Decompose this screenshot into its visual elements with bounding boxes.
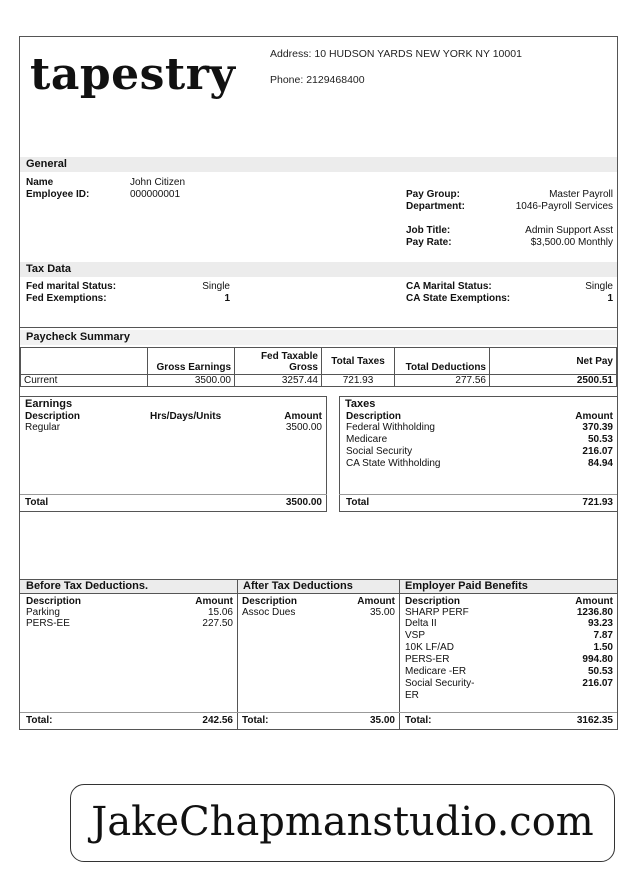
earnings-col-units: Hrs/Days/Units [150, 411, 222, 422]
job-title: Admin Support Asst [525, 225, 613, 236]
benefit-item-desc: PERS-ER [405, 654, 450, 665]
earnings-total: 3500.00 [285, 497, 322, 508]
summary-header: Gross Earnings [148, 348, 235, 375]
phone-value: 2129468400 [306, 74, 365, 86]
tax-item-amount: 216.07 [582, 446, 613, 457]
earnings-total-label: Total [25, 497, 49, 508]
phone-label: Phone: [270, 74, 304, 86]
tax-item-desc: Social Security [346, 446, 413, 457]
watermark-banner: JakeChapmanstudio.com [70, 784, 615, 862]
taxes-title: Taxes [345, 398, 376, 410]
after-tax-total: 35.00 [369, 715, 395, 726]
tax-item-desc: CA State Withholding [346, 458, 441, 469]
ca-exemptions: 1 [607, 293, 613, 304]
benefits-total-label: Total: [405, 715, 432, 726]
taxes-total: 721.93 [582, 497, 613, 508]
summary-header-row [21, 348, 617, 375]
fed-exemptions: 1 [224, 293, 230, 304]
earnings-col-desc: Description [25, 411, 81, 422]
ca-exemptions-label: CA State Exemptions: [406, 293, 511, 304]
pay-group: Master Payroll [549, 189, 613, 200]
before-tax-item-amount: 227.50 [202, 618, 233, 629]
pay-group-label: Pay Group: [406, 189, 460, 200]
summary-header: Fed Taxable Gross [235, 348, 322, 375]
summary-cell: 2500.51 [490, 375, 617, 387]
benefit-item-desc: SHARP PERF [405, 607, 469, 618]
summary-cell: 721.93 [322, 375, 395, 387]
summary-current-row [21, 375, 617, 387]
after-tax-total-label: Total: [242, 715, 269, 726]
taxes-total-label: Total [346, 497, 370, 508]
summary-header [21, 348, 148, 375]
ca-marital-label: CA Marital Status: [406, 281, 492, 292]
before-tax-total: 242.56 [202, 715, 233, 726]
tax-item-amount: 370.39 [582, 422, 613, 433]
summary-cell: Current [21, 375, 148, 387]
before-tax-item-amount: 15.06 [207, 607, 233, 618]
earnings-item-desc: Regular [25, 422, 61, 433]
earnings-title: Earnings [25, 398, 73, 410]
paycheck-summary-table [20, 347, 617, 387]
benefit-item-desc: Medicare -ER [405, 666, 467, 677]
summary-header: Net Pay [490, 348, 617, 375]
before-tax-title: Before Tax Deductions. [26, 580, 149, 592]
benefits-col-desc: Description [405, 596, 461, 607]
employer-benefits-title: Employer Paid Benefits [405, 580, 528, 592]
benefit-item-desc: VSP [405, 630, 426, 641]
summary-cell: 277.56 [395, 375, 490, 387]
taxes-col-desc: Description [346, 411, 402, 422]
after-tax-item-desc: Assoc Dues [242, 607, 296, 618]
address-label: Address: [270, 48, 312, 60]
section-tax-data-title: Tax Data [20, 262, 617, 277]
benefit-item-amount: 93.23 [587, 618, 613, 629]
benefit-item-amount: 7.87 [593, 630, 613, 641]
taxes-col-amount: Amount [575, 411, 613, 422]
address-value: 10 HUDSON YARDS NEW YORK NY 10001 [314, 48, 522, 60]
benefit-item-amount: 994.80 [582, 654, 613, 665]
before-tax-item-desc: Parking [26, 607, 60, 618]
benefit-item-desc: Delta II [405, 618, 437, 629]
after-tax-col-amount: Amount [357, 596, 395, 607]
job-title-label: Job Title: [406, 225, 451, 236]
before-tax-item-desc: PERS-EE [26, 618, 70, 629]
pay-rate: $3,500.00 Monthly [530, 237, 613, 248]
benefit-item-desc: Social Security- [405, 678, 475, 689]
fed-exemptions-label: Fed Exemptions: [26, 293, 107, 304]
summary-cell: 3257.44 [235, 375, 322, 387]
fed-marital-status: Single [202, 281, 230, 292]
summary-header: Total Taxes [322, 348, 395, 375]
tax-item-desc: Medicare [346, 434, 388, 445]
employee-id-label: Employee ID: [26, 189, 90, 200]
employee-name: John Citizen [130, 177, 186, 188]
summary-header: Total Deductions [395, 348, 490, 375]
benefit-item-desc: 10K LF/AD [405, 642, 454, 653]
earnings-item-amount: 3500.00 [285, 422, 322, 433]
tax-item-amount: 84.94 [587, 458, 613, 469]
benefit-item-desc: ER [405, 690, 419, 701]
summary-cell: 3500.00 [148, 375, 235, 387]
benefit-item-amount: 1.50 [593, 642, 613, 653]
department-label: Department: [406, 201, 465, 212]
earnings-col-amount: Amount [284, 411, 322, 422]
before-tax-total-label: Total: [26, 715, 53, 726]
employee-id: 000000001 [130, 189, 181, 200]
after-tax-title: After Tax Deductions [243, 580, 353, 592]
before-tax-col-amount: Amount [195, 596, 233, 607]
section-general-title: General [20, 157, 617, 172]
company-phone [270, 74, 365, 86]
company-address [270, 48, 522, 60]
pay-stub [19, 36, 618, 730]
benefits-total: 3162.35 [576, 715, 613, 726]
benefits-col-amount: Amount [575, 596, 613, 607]
after-tax-item-amount: 35.00 [369, 607, 395, 618]
department: 1046-Payroll Services [515, 201, 613, 212]
name-label: Name [26, 177, 54, 188]
tax-item-desc: Federal Withholding [346, 422, 435, 433]
ca-marital-status: Single [585, 281, 613, 292]
benefit-item-amount: 216.07 [582, 678, 613, 689]
pay-rate-label: Pay Rate: [406, 237, 452, 248]
tax-item-amount: 50.53 [587, 434, 613, 445]
benefit-item-amount: 50.53 [587, 666, 613, 677]
section-summary-title: Paycheck Summary [20, 330, 617, 345]
fed-marital-label: Fed marital Status: [26, 281, 117, 292]
benefit-item-amount: 1236.80 [576, 607, 613, 618]
company-logo: tapestry [30, 49, 236, 100]
before-tax-col-desc: Description [26, 596, 82, 607]
after-tax-col-desc: Description [242, 596, 298, 607]
